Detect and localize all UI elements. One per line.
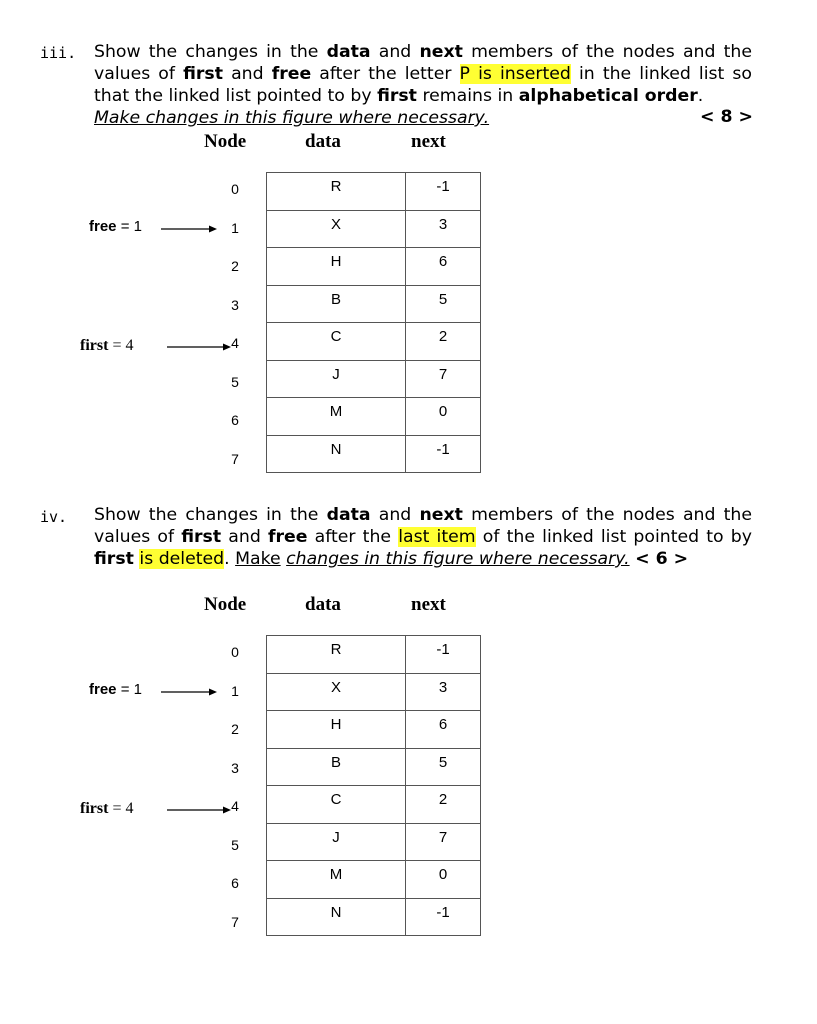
table-row [267,435,481,473]
node-data-cell[interactable]: J [267,360,406,398]
column-header-data: data [305,594,341,615]
node-index: 2 [231,258,239,274]
node-index: 6 [231,412,239,428]
node-data-cell[interactable]: R [267,636,406,674]
node-next-cell[interactable]: -1 [406,173,481,211]
question-number: iv. [40,508,68,526]
node-index: 4 [231,798,239,814]
column-header-next: next [411,131,446,152]
node-table [266,635,481,936]
table-row [267,861,481,899]
node-table [266,172,481,473]
free-pointer-label [89,681,142,698]
table-row [267,898,481,936]
node-index: 1 [231,219,239,236]
node-data-cell[interactable]: H [267,248,406,286]
node-index: 5 [231,373,239,390]
node-data-cell[interactable]: R [267,173,406,211]
node-data-cell[interactable]: N [267,435,406,473]
free-pointer-label [89,218,142,235]
free-arrow-icon [161,687,219,697]
table-row [267,748,481,786]
node-next-cell[interactable]: 3 [406,673,481,711]
table-row [267,398,481,436]
instruction: Make changes in this figure where necessary. [94,108,490,128]
table-row [267,285,481,323]
node-next-cell[interactable]: 6 [406,711,481,749]
first-value: = 4 [108,800,134,817]
table-row [267,360,481,398]
node-next-cell[interactable]: 0 [406,861,481,899]
first-value: = 4 [108,337,134,354]
highlight: last item [398,527,476,547]
free-value: = 1 [116,681,142,698]
table-row [267,636,481,674]
node-index: 4 [231,335,239,351]
node-data-cell[interactable]: B [267,285,406,323]
node-index: 0 [231,644,239,660]
question-number: iii. [40,44,77,62]
free-keyword: free [89,218,117,235]
free-arrow-icon [161,224,219,234]
node-index: 6 [231,875,239,891]
node-data-cell[interactable]: X [267,210,406,248]
node-index: 3 [231,759,239,776]
node-next-cell[interactable]: 2 [406,786,481,824]
node-index: 2 [231,721,239,737]
node-next-cell[interactable]: -1 [406,636,481,674]
question-text: Show the changes in the data and next members of the nodes and the values of first and free after the last item of the linked list pointed to by first is deleted. Make changes in this figure where necessary. < 6 > [94,505,752,569]
table-row [267,711,481,749]
node-data-cell[interactable]: H [267,711,406,749]
node-next-cell[interactable]: 5 [406,285,481,323]
table-row [267,210,481,248]
node-index: 3 [231,296,239,313]
node-next-cell[interactable]: 6 [406,248,481,286]
table-row [267,673,481,711]
column-header-data: data [305,131,341,152]
node-next-cell[interactable]: 5 [406,748,481,786]
marks: < 6 > [635,549,689,569]
node-data-cell[interactable]: C [267,323,406,361]
node-next-cell[interactable]: 7 [406,360,481,398]
column-header-next: next [411,594,446,615]
node-data-cell[interactable]: M [267,398,406,436]
first-pointer-label [80,337,133,355]
node-data-cell[interactable]: B [267,748,406,786]
first-keyword: first [80,800,109,817]
question-text: Show the changes in the data and next members of the nodes and the values of first and free after the letter P is inserted in the linked list so that the linked list pointed to by first remains in alphabetical order. Make changes in this figure where necessary. [94,42,752,128]
node-data-cell[interactable]: M [267,861,406,899]
node-next-cell[interactable]: 0 [406,398,481,436]
table-row [267,248,481,286]
node-data-cell[interactable]: J [267,823,406,861]
node-next-cell[interactable]: 3 [406,210,481,248]
node-index: 0 [231,181,239,197]
node-next-cell[interactable]: -1 [406,898,481,936]
node-index: 1 [231,682,239,699]
node-next-cell[interactable]: 7 [406,823,481,861]
node-data-cell[interactable]: C [267,786,406,824]
column-header-node: Node [204,594,247,615]
node-next-cell[interactable]: 2 [406,323,481,361]
highlight: P is inserted [459,64,571,84]
node-data-cell[interactable]: N [267,898,406,936]
table-row [267,823,481,861]
first-keyword: first [80,337,109,354]
column-header-node: Node [204,131,247,152]
table-row [267,173,481,211]
node-index: 5 [231,836,239,853]
table-row [267,786,481,824]
table-row [267,323,481,361]
marks: < 8 > [700,107,754,127]
highlight: is deleted [139,549,225,569]
first-arrow-icon [167,805,233,815]
node-index: 7 [231,450,239,467]
free-value: = 1 [116,218,142,235]
node-next-cell[interactable]: -1 [406,435,481,473]
first-arrow-icon [167,342,233,352]
node-index: 7 [231,913,239,930]
node-data-cell[interactable]: X [267,673,406,711]
instruction: changes in this figure where necessary. [286,549,630,569]
free-keyword: free [89,681,117,698]
first-pointer-label [80,800,133,818]
